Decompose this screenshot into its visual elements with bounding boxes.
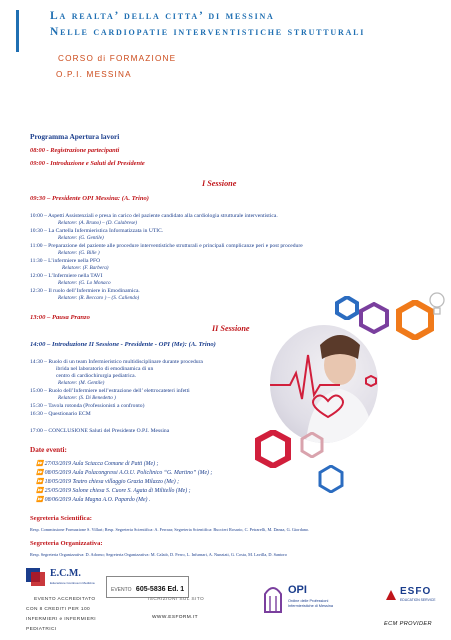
session-1-title: I Sessione — [202, 179, 237, 188]
lightbulb-icon — [428, 290, 446, 318]
session-2-lead: 14:00 – Introduzione II Sessione - Presidente - OPI (Me): (A. Trino) — [30, 341, 216, 348]
hexagon-blue-small-icon — [318, 465, 344, 493]
conclusion: 17:00 – CONCLUSIONE Saluti del Presidente O.P.I. Messina — [30, 428, 170, 434]
session-1-speaker: Relatore: (F. Barbera) — [62, 265, 109, 271]
website-link[interactable]: WWW.ESFORM.IT — [152, 615, 198, 620]
dates-title: Date eventi: — [30, 446, 67, 454]
session-1-lead: 09:30 – Presidente OPI Messina: (A. Trino) — [30, 195, 149, 202]
hexagon-purple-icon — [358, 302, 390, 334]
session-2-item: 15:30 – Tavola rotonda (Professionisti a confronto) — [30, 403, 145, 409]
scientific-secretariat-text: Resp. Commissione Formazione S. Villari; Resp. Segreteria Scientifica: A. Ferrara; Segreteria Scientifica: Buccieri Rosario, C. Petrarelli, M. Danza, G. Giordano. — [30, 527, 310, 532]
session-2-item: centro di cardiochirurgia pediatrica. — [56, 373, 137, 379]
session-1-item: 10:30 – La Cartella Infermieristica Informatizzata in UTIC. — [30, 228, 164, 234]
hexagon-small-red-icon — [365, 375, 377, 387]
title-line-2: Nelle cardiopatie interventistiche strutturali — [50, 26, 366, 38]
session-1-speaker: Relatore: (G. Bille ) — [58, 250, 100, 256]
event-code-box: EVENTO 605-5836 Ed. 1 — [106, 576, 189, 598]
date-item: ⏩ 18/05/2019 Teatro chiesa villaggio Grazia Milazzo (Me) ; — [36, 479, 180, 485]
organizing-secretariat-title: Segreteria Organizzativa: — [30, 540, 103, 547]
session-1-speaker: Relatore: (G. Gentile) — [58, 235, 104, 241]
lunch-break: 13:00 – Pausa Pranzo — [30, 314, 90, 321]
accredited-line: CON 8 CREDITI PER 100 — [26, 607, 91, 612]
session-2-item: 14:30 – Ruolo di un team Infermieristico multidisciplinare durante procedura — [30, 359, 203, 365]
date-item: ⏩ 27/03/2019 Aula Sciacca Comune di Patti (Me) ; — [36, 461, 159, 467]
session-1-speaker: Relatore: (G. Lo Monaco — [58, 280, 111, 286]
registration-label: ISCRIZIONI SUL SITO — [148, 597, 205, 602]
session-2-speaker: Relatore: (S. Di Benedetto ) — [58, 395, 116, 401]
hexagon-blue-icon — [335, 296, 359, 320]
session-2-item: ibrida nel laboratorio di emodinamica di un — [56, 366, 154, 372]
date-item: ⏩ 25/05/2019 Salone chiesa S. Cuore S. Agata di Militello (Me) ; — [36, 488, 191, 494]
date-item: ⏩ 08/06/2019 Aula Magna A.O. Papardo (Me) . — [36, 497, 151, 503]
session-1-speaker: Relatore: (A. Bruno) – (D. Calabrese) — [58, 220, 137, 226]
hexagon-light-icon — [300, 432, 324, 458]
subtitle-line-2: O.P.I. MESSINA — [56, 70, 132, 79]
scientific-secretariat-title: Segreteria Scientifica: — [30, 515, 92, 522]
hexagon-red-icon — [255, 430, 291, 468]
opening-item: 09:00 - Introduzione e Saluti del Presidente — [30, 160, 145, 167]
opi-emblem-icon — [262, 584, 284, 614]
program-heading: Programma Apertura lavori — [30, 132, 120, 141]
date-item: ⏩ 08/05/2019 Aula Polacongressi A.O.U. Policlinico “G. Martino” (Me) ; — [36, 470, 213, 476]
title-line-1: La realta’ della citta’ di messina — [50, 10, 275, 22]
header-accent-bar — [16, 10, 19, 52]
accredited-line: INFERMIERI e INFERMIERI — [26, 617, 96, 622]
accredited-line: EVENTO ACCREDITATO — [34, 597, 96, 602]
opening-item: 08:00 - Registrazione partecipanti — [30, 147, 120, 154]
accredited-line: PEDIATRICI — [26, 627, 57, 632]
opi-logo: OPI Ordine delle Professioni Infermieristiche di Messina — [262, 584, 362, 628]
nurse-photo — [270, 325, 378, 443]
esfo-emblem-icon — [384, 588, 398, 602]
session-1-item: 11:30 – L’infermiere nella PFO — [30, 258, 101, 264]
session-1-item: 10:00 – Aspetti Assistenziali e presa in carico del paziente candidato alla cardiologia strutturale interventistica. — [30, 213, 278, 219]
session-1-item: 12:30 – Il ruolo dell’Infermiere in Emodinamica. — [30, 288, 140, 294]
session-1-item: 12:00 – L’Infermiere nella TAVI — [30, 273, 103, 279]
session-2-speaker: Relatore: (M. Gentile) — [58, 380, 105, 386]
session-2-item: 15:00 – Ruolo dell’Infermiere nell’estrazione dell’ elettrocateteri infetti — [30, 388, 190, 394]
session-1-item: 11:00 – Preparazione del paziente alle procedure interventistiche strutturali e principali complicanze peri e post procedure — [30, 243, 303, 249]
organizing-secretariat-text: Resp. Segreteria Organizzativa: D. Adorno; Segreteria Organizzativa: M. Calaiò, D. Ferro, L. Infurnari, A. Nunziati, G. Costa, M. Lavilla, D. Santoro — [30, 552, 287, 557]
esfo-logo: ESFO EDUCATION SERVICE — [384, 586, 444, 616]
session-2-title: II Sessione — [212, 324, 250, 333]
ecm-logo: E.C.M. Educazione Continua in Medicina — [26, 568, 104, 590]
session-1-speaker: Relatore: (R. Beccaro ) – (S. Caliendo) — [58, 295, 140, 301]
session-2-item: 16:30 – Questionario ECM — [30, 411, 91, 417]
subtitle-line-1: CORSO di FORMAZIONE — [58, 54, 177, 63]
ecm-provider-label: ECM PROVIDER — [384, 621, 433, 627]
